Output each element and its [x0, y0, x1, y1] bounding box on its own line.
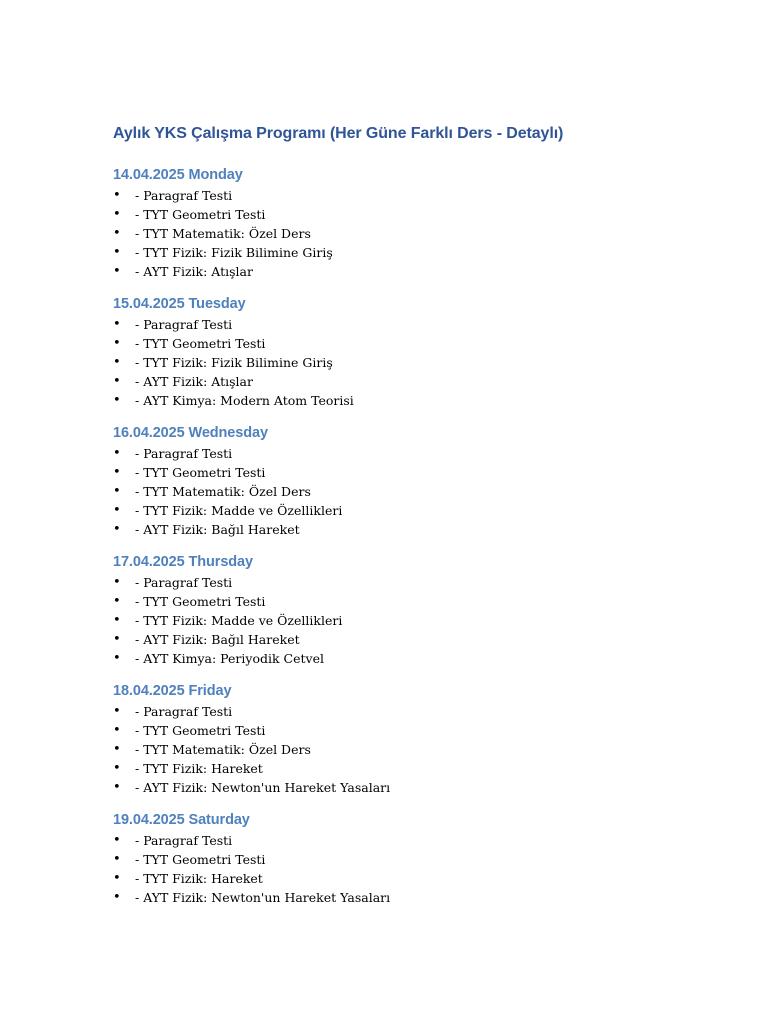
task-text: - TYT Geometri Testi — [135, 465, 266, 480]
day-section — [113, 164, 713, 281]
list-item — [113, 592, 713, 611]
day-section — [113, 293, 713, 410]
task-list — [113, 444, 713, 539]
bullet-icon: • — [113, 393, 121, 408]
day-heading: 19.04.2025 Saturday — [113, 812, 250, 828]
task-text: - Paragraf Testi — [135, 446, 233, 461]
task-text: - TYT Fizik: Hareket — [135, 871, 263, 886]
list-item — [113, 482, 713, 501]
list-item — [113, 721, 713, 740]
task-text: - TYT Geometri Testi — [135, 594, 266, 609]
task-text: - AYT Fizik: Bağıl Hareket — [135, 632, 300, 647]
bullet-icon: • — [113, 632, 121, 647]
list-item — [113, 649, 713, 668]
bullet-icon: • — [113, 446, 121, 461]
list-item — [113, 315, 713, 334]
day-heading: 16.04.2025 Wednesday — [113, 425, 268, 441]
bullet-icon: • — [113, 575, 121, 590]
list-item — [113, 888, 713, 907]
bullet-icon: • — [113, 465, 121, 480]
task-text: - TYT Fizik: Fizik Bilimine Giriş — [135, 245, 333, 260]
list-item — [113, 262, 713, 281]
bullet-icon: • — [113, 651, 121, 666]
day-heading: 14.04.2025 Monday — [113, 167, 243, 183]
bullet-icon: • — [113, 188, 121, 203]
task-text: - TYT Matematik: Özel Ders — [135, 484, 311, 499]
bullet-icon: • — [113, 723, 121, 738]
list-item — [113, 391, 713, 410]
list-item — [113, 186, 713, 205]
bullet-icon: • — [113, 742, 121, 757]
bullet-icon: • — [113, 594, 121, 609]
task-list — [113, 186, 713, 281]
task-text: - AYT Fizik: Newton'un Hareket Yasaları — [135, 890, 391, 905]
bullet-icon: • — [113, 336, 121, 351]
bullet-icon: • — [113, 852, 121, 867]
task-text: - TYT Fizik: Madde ve Özellikleri — [135, 613, 343, 628]
task-text: - Paragraf Testi — [135, 188, 233, 203]
task-text: - Paragraf Testi — [135, 575, 233, 590]
task-text: - AYT Kimya: Modern Atom Teorisi — [135, 393, 354, 408]
day-section — [113, 422, 713, 539]
task-text: - AYT Fizik: Newton'un Hareket Yasaları — [135, 780, 391, 795]
task-text: - TYT Geometri Testi — [135, 336, 266, 351]
bullet-icon: • — [113, 871, 121, 886]
bullet-icon: • — [113, 522, 121, 537]
day-sections — [113, 164, 713, 907]
bullet-icon: • — [113, 264, 121, 279]
list-item — [113, 520, 713, 539]
list-item — [113, 778, 713, 797]
list-item — [113, 759, 713, 778]
list-item — [113, 869, 713, 888]
document-title: Aylık YKS Çalışma Programı (Her Güne Farklı Ders - Detaylı) — [113, 125, 564, 142]
task-text: - TYT Fizik: Fizik Bilimine Giriş — [135, 355, 333, 370]
bullet-icon: • — [113, 245, 121, 260]
bullet-icon: • — [113, 613, 121, 628]
task-text: - TYT Geometri Testi — [135, 207, 266, 222]
task-text: - AYT Fizik: Atışlar — [135, 374, 253, 389]
list-item — [113, 740, 713, 759]
task-list — [113, 831, 713, 907]
task-text: - AYT Fizik: Bağıl Hareket — [135, 522, 300, 537]
task-text: - Paragraf Testi — [135, 833, 233, 848]
task-text: - TYT Matematik: Özel Ders — [135, 226, 311, 241]
list-item — [113, 501, 713, 520]
day-section — [113, 809, 713, 907]
task-text: - AYT Fizik: Atışlar — [135, 264, 253, 279]
list-item — [113, 353, 713, 372]
bullet-icon: • — [113, 226, 121, 241]
bullet-icon: • — [113, 355, 121, 370]
task-text: - TYT Geometri Testi — [135, 852, 266, 867]
list-item — [113, 611, 713, 630]
bullet-icon: • — [113, 833, 121, 848]
list-item — [113, 205, 713, 224]
bullet-icon: • — [113, 503, 121, 518]
list-item — [113, 702, 713, 721]
day-section — [113, 680, 713, 797]
list-item — [113, 463, 713, 482]
list-item — [113, 573, 713, 592]
task-text: - Paragraf Testi — [135, 317, 233, 332]
list-item — [113, 243, 713, 262]
bullet-icon: • — [113, 317, 121, 332]
list-item — [113, 372, 713, 391]
task-text: - Paragraf Testi — [135, 704, 233, 719]
task-list — [113, 315, 713, 410]
list-item — [113, 444, 713, 463]
day-heading: 18.04.2025 Friday — [113, 683, 232, 699]
day-heading: 15.04.2025 Tuesday — [113, 296, 246, 312]
task-text: - TYT Matematik: Özel Ders — [135, 742, 311, 757]
task-list — [113, 702, 713, 797]
bullet-icon: • — [113, 704, 121, 719]
bullet-icon: • — [113, 484, 121, 499]
document-page — [113, 122, 713, 919]
task-text: - TYT Fizik: Hareket — [135, 761, 263, 776]
bullet-icon: • — [113, 890, 121, 905]
list-item — [113, 850, 713, 869]
day-section — [113, 551, 713, 668]
bullet-icon: • — [113, 207, 121, 222]
task-text: - TYT Fizik: Madde ve Özellikleri — [135, 503, 343, 518]
task-text: - TYT Geometri Testi — [135, 723, 266, 738]
task-text: - AYT Kimya: Periyodik Cetvel — [135, 651, 324, 666]
bullet-icon: • — [113, 761, 121, 776]
list-item — [113, 630, 713, 649]
task-list — [113, 573, 713, 668]
list-item — [113, 831, 713, 850]
day-heading: 17.04.2025 Thursday — [113, 554, 253, 570]
list-item — [113, 334, 713, 353]
bullet-icon: • — [113, 374, 121, 389]
bullet-icon: • — [113, 780, 121, 795]
list-item — [113, 224, 713, 243]
